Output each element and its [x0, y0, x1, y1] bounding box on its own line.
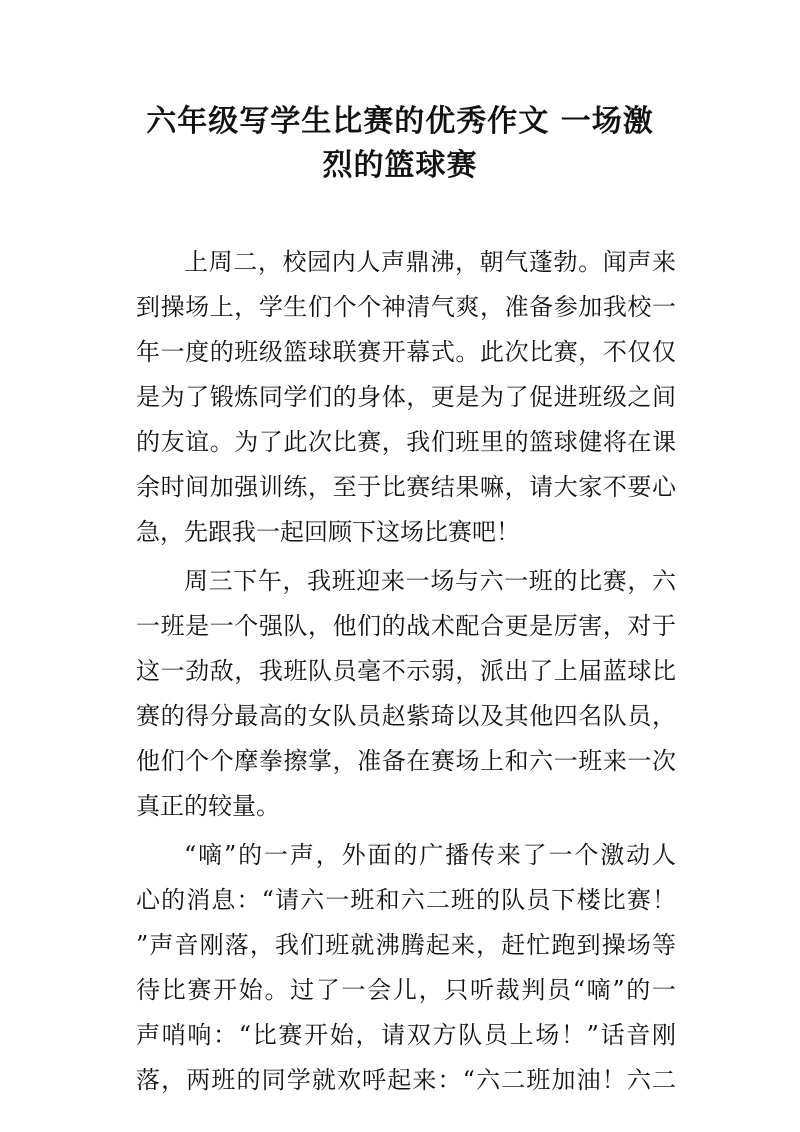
text-line: 急，先跟我一起回顾下这场比赛吧！ — [136, 518, 520, 546]
paragraph-2 — [136, 559, 676, 829]
text-line: 落，两班的同学就欢呼起来：“六二班加油！六二 — [136, 1066, 676, 1094]
text-line: 的友谊。为了此次比赛，我们班里的篮球健将在课 — [136, 428, 676, 456]
text-line: 是为了锻炼同学们的身体，更是为了促进班级之间 — [136, 383, 676, 411]
text-line: ”声音刚落，我们班就沸腾起来，赶忙跑到操场等 — [136, 931, 676, 959]
text-line: 一班是一个强队，他们的战术配合更是厉害，对于 — [136, 612, 676, 640]
paragraph-3 — [136, 833, 676, 1103]
text-line: 心的消息：“请六一班和六二班的队员下楼比赛！ — [136, 886, 676, 914]
text-line: 余时间加强训练，至于比赛结果嘛，请大家不要心 — [136, 473, 676, 501]
text-line: 待比赛开始。过了一会儿，只听裁判员“嘀”的一 — [136, 976, 676, 1004]
text-line: 真正的较量。 — [136, 792, 280, 820]
text-line: 周三下午，我班迎来一场与六一班的比赛，六 — [184, 567, 676, 595]
document-title — [120, 100, 680, 188]
article-body — [136, 240, 676, 1103]
text-line: 上周二，校园内人声鼎沸，朝气蓬勃。闻声来 — [184, 248, 676, 276]
text-line: 年一度的班级篮球联赛开幕式。此次比赛，不仅仅 — [136, 338, 676, 366]
text-line: “嘀”的一声，外面的广播传来了一个激动人 — [184, 841, 676, 869]
title-line-1: 六年级写学生比赛的优秀作文 一场激 — [146, 104, 654, 139]
text-line: 他们个个摩拳擦掌，准备在赛场上和六一班来一次 — [136, 747, 676, 775]
title-line-2: 烈的篮球赛 — [322, 148, 478, 183]
text-line: 赛的得分最高的女队员赵紫琦以及其他四名队员， — [136, 702, 676, 730]
text-line: 声哨响：“比赛开始，请双方队员上场！”话音刚 — [136, 1021, 676, 1049]
text-line: 到操场上，学生们个个神清气爽，准备参加我校一 — [136, 293, 676, 321]
paragraph-1 — [136, 240, 676, 555]
text-line: 这一劲敌，我班队员毫不示弱，派出了上届蓝球比 — [136, 657, 676, 685]
